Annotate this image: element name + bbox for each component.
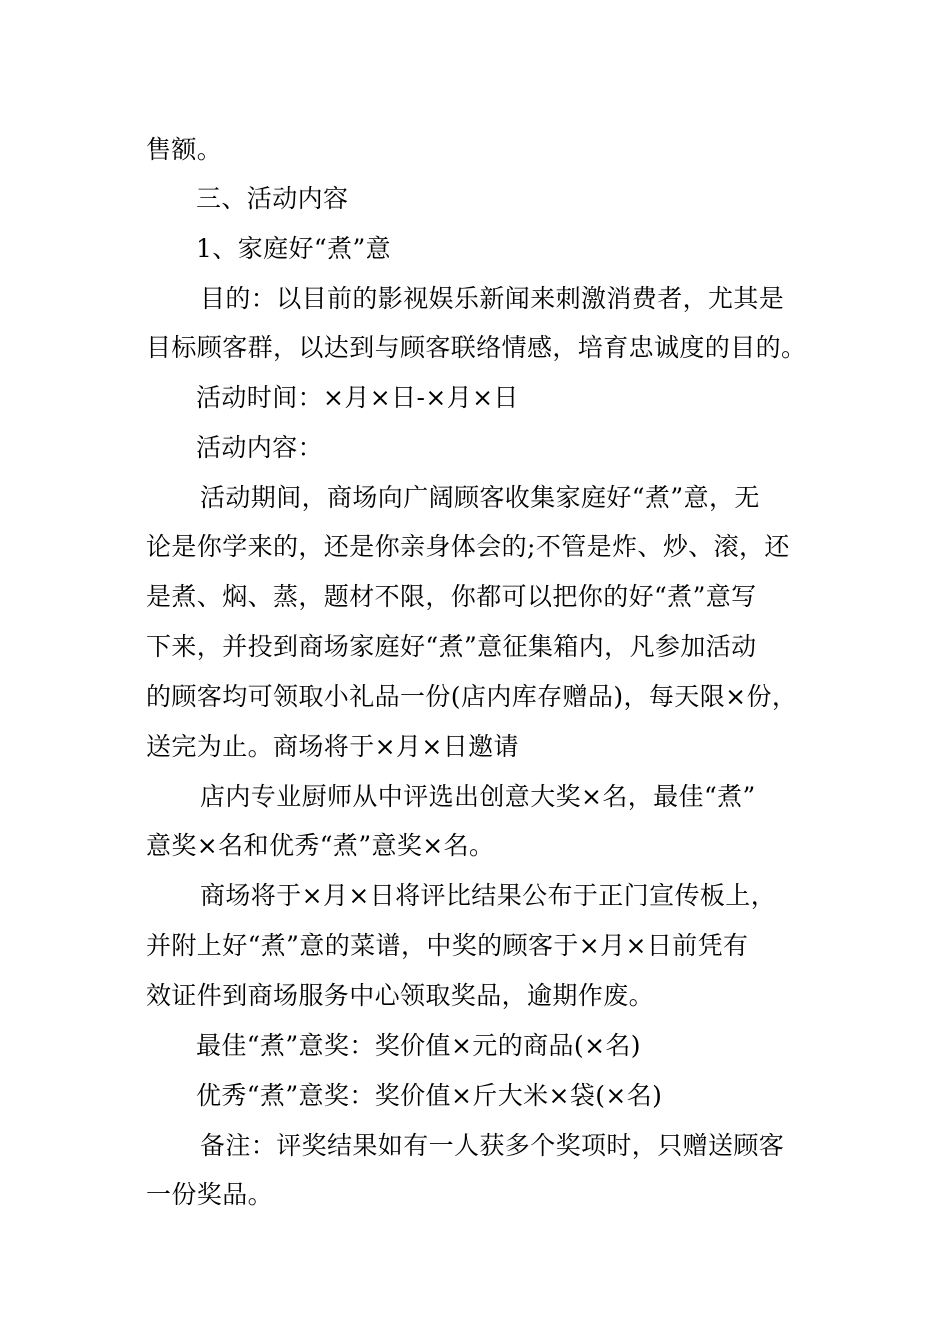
- text-line: 是煮、焖、蒸，题材不限，你都可以把你的好“煮”意写: [146, 582, 757, 611]
- text-line: 活动内容：: [196, 433, 324, 462]
- text-line: 目标顾客群，以达到与顾客联络情感，培育忠诚度的目的。: [146, 333, 807, 362]
- section-heading: 三、活动内容: [196, 184, 349, 213]
- text-line: 备注：评奖结果如有一人获多个奖项时，只赠送顾客: [200, 1131, 785, 1160]
- text-line: 商场将于×月×日将评比结果公布于正门宣传板上，: [200, 881, 777, 910]
- subsection-heading: 1、家庭好“煮”意: [196, 234, 392, 263]
- text-line: 并附上好“煮”意的菜谱，中奖的顾客于×月×日前凭有: [146, 931, 749, 960]
- text-line: 活动期间，商场向广阔顾客收集家庭好“煮”意，无: [200, 483, 760, 512]
- text-line: 目的：以目前的影视娱乐新闻来刺激消费者，尤其是: [200, 284, 785, 313]
- text-line: 送完为止。商场将于×月×日邀请: [146, 732, 519, 761]
- text-line: 的顾客均可领取小礼品一份(店内库存赠品)，每天限×份，: [146, 682, 798, 711]
- text-line: 效证件到商场服务中心领取奖品，逾期作废。: [146, 981, 655, 1010]
- text-line: 店内专业厨师从中评选出创意大奖×名，最佳“煮”: [200, 782, 756, 811]
- text-line: 下来，并投到商场家庭好“煮”意征集箱内，凡参加活动: [146, 632, 757, 661]
- text-line: 最佳“煮”意奖：奖价值×元的商品(×名): [196, 1031, 641, 1060]
- text-line: 一份奖品。: [146, 1180, 274, 1209]
- text-line: 售额。: [146, 135, 223, 164]
- text-line: 论是你学来的，还是你亲身体会的;不管是炸、炒、滚，还: [146, 532, 790, 561]
- text-line: 意奖×名和优秀“煮”意奖×名。: [146, 831, 495, 860]
- text-line: 活动时间：×月×日-×月×日: [196, 383, 519, 412]
- text-line: 优秀“煮”意奖：奖价值×斤大米×袋(×名): [196, 1081, 663, 1110]
